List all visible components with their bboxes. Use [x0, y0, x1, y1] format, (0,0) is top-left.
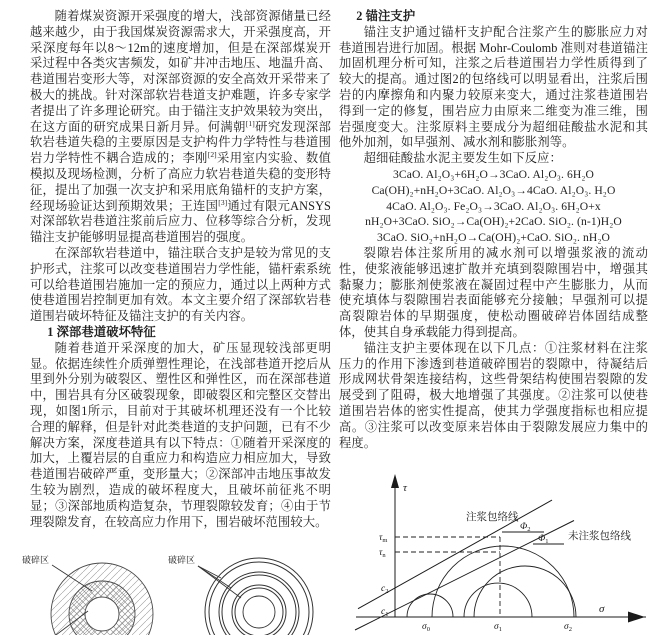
left-column	[30, 9, 331, 530]
equations-intro: 超细硅酸盐水泥主要发生如下反应：	[363, 151, 562, 166]
y-axis-arrow-icon	[391, 474, 399, 488]
section-1-heading: 1 深部巷道破坏特征	[47, 324, 156, 339]
chemical-equation: 4CaO. Al₂O₃. Fe₂O₃→3CaO. Al₂O₃. 6H₂O+x	[386, 199, 601, 213]
x-tick-sigma-0: σ0	[422, 622, 430, 633]
figure1-left-diagram	[22, 554, 153, 635]
paragraph-grouting-mechanism: 锚注支护通过锚杆支护配合注浆产生的膨胀应力对巷道围岩进行加固。根据 Mohr-Coulomb 准则对巷道锚注加固机理分析可知，注浆之后巷道围岩力学性质得到了较大的提高。通过图2的包络线可以明显看出，注浆后围岩的内摩擦角和内聚力较原来变大，通过注浆巷道围岩得到一定的修复，围岩应力由原来二维变为准三维，围岩强度变大。注浆原料主要成分为超细硅酸盐水泥和其他外加剂，如早强剂、减水剂和膨胀剂等。	[339, 24, 648, 150]
intro-paragraph: 随着煤炭资源开采强度的增大，浅部资源储量已经越来越少，由于我国煤炭资源需求大，开采强度高，开采深度每年以8～12m的速度增加，但是在深部煤炭开采过程中各类灾害频发，如矿井冲击地压、地温升高、巷道围岩变形大等，对深部资源的安全高效开采带来了极大的挑战。针对深部软岩巷道支护难题，许多专家学者提出了许多理论研究。由于锚注支护效果较为突出，在这方面的研究成果日新月异。何满朝[1]研究发现深部软岩巷道失稳的主要原因是支护构件力学特性与巷道围岩力学特性不耦合造成的；李刚[2]采用室内实验、数值模拟及现场检测，分析了高应力软岩巷道失稳的变形特征，提出了加强一次支护和采用底角锚杆的支护方案，经现场验证达到预期效果；王连国[3]通过有限元ANSYS对深部软岩巷道注浆前后应力、位移等综合分析，发现锚注支护能够明显提高巷道围岩的强度。	[30, 9, 332, 245]
chemical-equation: Ca(OH)₂+nH₂O+3CaO. Al₂O₃→4CaO. Al₂O₃. H₂O	[371, 183, 616, 197]
phi2-angle-label: Φ2	[520, 522, 531, 533]
y-tick-c2: c2	[381, 584, 389, 595]
right-column	[339, 9, 648, 451]
paragraph-deep-roadway-features: 随着巷道开采深度的加大，矿压显现较浅部更明显。依据连续性介质弹塑性理论，在浅部巷道开挖后从里到外分别为破裂区、塑性区和弹性区，而在深部巷道中，围岩具有分区破裂现象，即破裂区和完整区交替出现，如图1所示，目前对于其破坏机理还没有一个比较合理的解释，但是针对此类巷道的支护问题，已有不少解决方案，深度巷道具有以下特点：①随着开采深度的加大，上覆岩层的自重应力和构造应力相应加大，导致巷道围岩破碎严重，变形量大；②深部冲击地压事故发生较为剧烈，造成的破坏程度大，且破坏前征兆不明显；③深部地质构造复杂，节理裂隙较发育；④由于节理裂隙发育，在较高应力作用下，围岩破坏范围较大。	[30, 340, 331, 529]
mohr-circle-large	[432, 546, 574, 617]
paragraph-admixtures: 裂隙岩体注浆所用的减水剂可以增强浆液的流动性，使浆液能够迅速扩散并充填到裂隙围岩中，增强其黏聚力；膨胀剂使浆液在凝固过程中产生膨胀力，从而使充填体与裂隙围岩表面能够充分接触；早强剂可以提高裂隙岩体的早期强度，使松动圈破碎岩体固结成整体，使其自身承载能力得到提高。	[339, 245, 648, 339]
mohr-circle-small	[407, 594, 453, 617]
x-axis-arrow-icon	[628, 612, 645, 623]
mohr-circle-large-2	[474, 566, 576, 617]
paragraph-grouting-benefits: 锚注支护主要体现在以下几点：①注浆材料在注浆压力的作用下渗透到巷道破碎围岩的裂隙中，待凝结后形成网状骨架连接结构，这些骨架结构使围岩裂隙的发展受到了阻碍，极大地增强了其强度。②注浆可以使巷道围岩岩体的密实性提高，使其力学强度指标也相应提高。③注浆可以改变原来岩体由于裂隙发展应力集中的程度。	[339, 340, 648, 450]
broken-zone-label-right: 破碎区	[168, 555, 196, 565]
x-tick-sigma-2: σ2	[564, 622, 572, 633]
figure2-mohr-envelope	[352, 468, 659, 635]
roadway-opening-circle	[85, 597, 119, 631]
chemical-equation: 3CaO. Al₂O₃+6H₂O→3CaO. Al₂O₃. 6H₂O	[392, 167, 594, 181]
paragraph-anchor-grouting-overview: 在深部软岩巷道中，锚注联合支护是较为常见的支护形式，注浆可以改变巷道围岩力学性能，锚杆索系统可以给巷道围岩施加一定的预应力，通过以上两种方式使巷道围岩控制更加有效。本文主要介绍了深部软岩巷道围岩破坏特征及锚注支护的有关内容。	[30, 245, 331, 324]
x-tick-sigma-1: σ1	[494, 622, 502, 633]
figure1-right-diagram	[168, 554, 313, 635]
y-tick-tau-n: τn	[379, 548, 386, 559]
y-axis-label: τ	[403, 482, 407, 494]
y-tick-tau-m: τm	[379, 533, 388, 544]
leader-line	[198, 566, 241, 598]
grouted-envelope-label: 注浆包络线	[466, 512, 519, 523]
leader-line	[198, 566, 221, 578]
mohr-circles	[407, 546, 576, 617]
x-axis-label: σ	[599, 603, 605, 615]
figure1-zonal-disintegration	[20, 551, 335, 635]
broken-zone-label-left: 破碎区	[22, 555, 50, 565]
section-2-heading: 2 锚注支护	[356, 9, 416, 23]
chemical-equation: nH₂O+3CaO. SiO₂→Ca(OH)₂+2CaO. SiO₂. (n-1)H₂O	[365, 215, 622, 229]
phi1-angle-label: Φ1	[538, 534, 549, 545]
y-tick-c1: c1	[381, 607, 389, 618]
ungrouted-envelope-label: 未注浆包络线	[568, 531, 631, 542]
chemical-equation: 3CaO. SiO₂+nH₂O→Ca(OH)₂+CaO. SiO₂. nH₂O	[377, 231, 610, 245]
